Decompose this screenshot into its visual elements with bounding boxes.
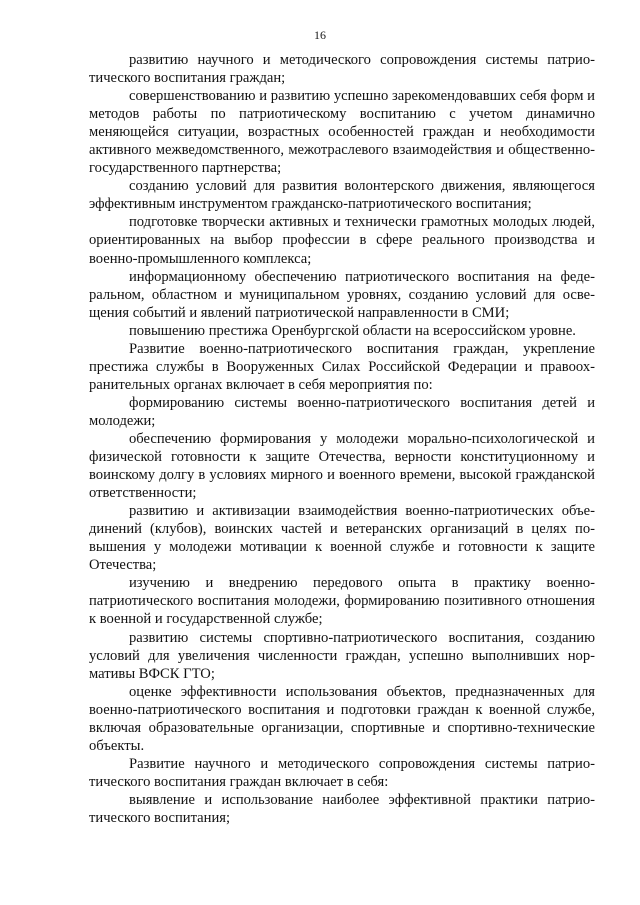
paragraph-best-practice-study: изучению и внедрению передового опыта в практику военно-патриотического воспитания молодежи, формированию позитивного отношения к военной и государственной службе; [89, 575, 595, 628]
paragraph-best-practice-identification: выявление и использование наиболее эффективной практики патриотического воспитания; [89, 791, 595, 826]
paragraph-sports-patriotic: развитию системы спортивно-патриотического воспитания, созданию условий для увеличения численности граждан, успешно выполнивших нормативы ВФСК ГТО; [89, 629, 595, 682]
paragraph-information-support: информационному обеспечению патриотического воспитания на федеральном, областном и муниципальном уровнях, созданию условий для освещения событий и явлений патриотической направленности в СМИ; [89, 268, 595, 321]
paragraph-readiness: обеспечению формирования у молодежи морально-психологической и физической готовности к защите Отечества, верности конституционному и воинскому долгу в условиях мирного и военного времени, высокой гражданской ответственности; [89, 430, 595, 502]
paragraph-science-support-intro: Развитие научного и методического сопровождения системы патриотического воспитания граждан включает в себя: [89, 755, 595, 790]
paragraph-volunteer-movement: созданию условий для развития волонтерского движения, являющегося эффективным инструментом гражданско-патриотического воспитания; [89, 178, 595, 213]
paragraph-science-support: развитию научного и методического сопровождения системы патриотического воспитания граждан; [89, 52, 595, 87]
paragraph-clubs-cooperation: развитию и активизации взаимодействия военно-патриотических объединений (клубов), воинских частей и ветеранских организаций в целях повышения у молодежи мотивации к военной службе и готовности к защите Отечества; [89, 503, 595, 574]
paragraph-region-prestige: повышению престижа Оренбургской области на всероссийском уровне. [129, 322, 576, 339]
paragraph-youth-training: подготовке творчески активных и технически грамотных молодых людей, ориентированных на выбор профессии в сфере реального производства и военно-промышленного комплекса; [89, 214, 595, 267]
page-number: 16 [314, 28, 326, 42]
paragraph-system-formation: формированию системы военно-патриотического воспитания детей и молодежи; [89, 394, 595, 429]
paragraph-methods-improvement: совершенствованию и развитию успешно зарекомендовавших себя форм и методов работы по патриотическому воспитанию с учетом динамично меняющейся ситуации, возрастных особенностей граждан и необходимости активного межведомственного, межотраслевого взаимодействия и общественно-государственного партнерства; [89, 88, 595, 177]
paragraph-facilities-evaluation: оценке эффективности использования объектов, предназначенных для военно-патриотического воспитания и подготовки граждан к военной службе, включая образовательные организации, спортивные и спортивно-технические объекты. [89, 683, 595, 754]
document-body [89, 51, 595, 827]
paragraph-military-patriotic-intro: Развитие военно-патриотического воспитания граждан, укрепление престижа службы в Вооруженных Силах Российской Федерации и правоохранительных органах включает в себя мероприятия по: [89, 340, 595, 393]
